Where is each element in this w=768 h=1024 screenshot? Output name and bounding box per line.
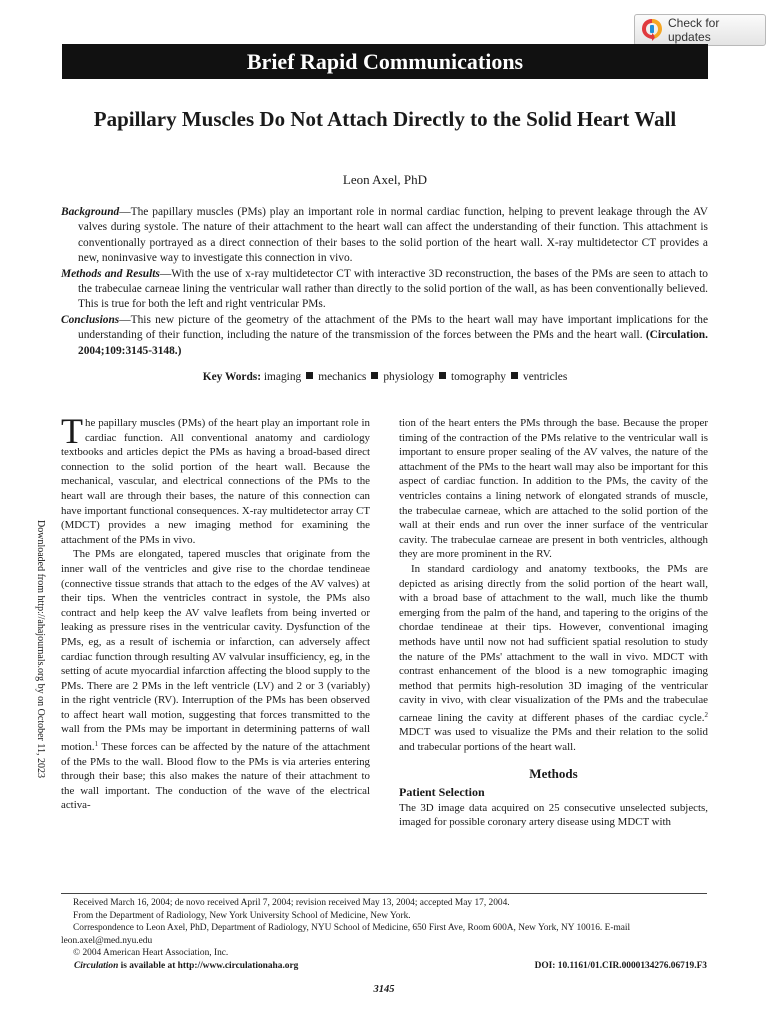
section-banner: Brief Rapid Communications (62, 44, 708, 79)
reference-marker[interactable]: 1 (94, 740, 99, 749)
abstract (61, 205, 708, 359)
download-note (37, 520, 47, 800)
body-paragraph (61, 411, 370, 547)
conclusions-label: Conclusions (61, 314, 120, 327)
keyword: imaging (263, 371, 302, 383)
correspondence: Correspondence to Leon Axel, PhD, Department of Radiology, NYU School of Medicine, 650 First Ave, Room 600A, New York, NY 10016. E-mail leon.axel@med.nyu.edu (61, 923, 631, 946)
keyword: physiology (383, 371, 434, 383)
methods-label: Methods and Results (61, 267, 160, 280)
methods-text: —With the use of x-ray multidetector CT with interactive 3D reconstruction, the bases of the PMs are seen to attach to the trabeculae carneae lining the ventricular wall rather than directly to the solid portion of the wall, as has been conventionally believed. This is true for both the left and right ventricular PMs. (78, 267, 708, 311)
paragraph-text: The PMs are elongated, tapered muscles that originate from the inner wall of the ventricles and give rise to the chordae tendineae (connective tissue strands that attach to the edges of the AV valves) at their tips. When the ventricles contract in systole, the PMs also contract and help keep the AV valve leaflets from being inverted or leaking as pressure rises in the ventricular cavity. Dysfunction of the PMs, eg, as a result of ischemia or infarction, can adversely affect cardiac function through resulting AV valvular insufficiency, eg, in the setting of acute myocardial infarction affecting the blood supply to the PMs. There are 2 PMs in the left ventricle (LV) and 2 or 3 (variably) in the right ventricle (RV). Interruption of the PMs has been observed to affect heart wall motion, suggesting that forces transmitted to the wall from the PMs may be important in determining patterns of wall motion. (61, 548, 370, 754)
keywords-label: Key Words: (202, 371, 262, 383)
body-paragraph: The 3D image data acquired on 25 consecutive unselected subjects, imaged for possible coronary artery disease using MDCT with (399, 801, 708, 829)
background-label: Background (61, 206, 120, 218)
doi[interactable]: DOI: 10.1161/01.CIR.0000134276.06719.F3 (534, 961, 707, 971)
body-column-right (399, 416, 708, 830)
abstract-conclusions (61, 313, 708, 359)
check-for-updates-button[interactable] (634, 14, 766, 46)
availability-text[interactable]: is available at http://www.circulationaha.org (118, 961, 299, 971)
body-paragraph (399, 562, 708, 755)
download-note-text: Downloaded from http://ahajournals.org by on October 11, 2023 (35, 520, 46, 779)
keyword-separator (371, 372, 378, 379)
drop-cap: T (61, 411, 83, 451)
abstract-methods (61, 267, 708, 313)
journal-name: Circulation (74, 961, 119, 971)
reference-marker[interactable]: 2 (704, 710, 708, 719)
availability-line (74, 961, 298, 971)
abstract-background (61, 205, 708, 266)
page-number: 3145 (373, 984, 395, 995)
affiliation: From the Department of Radiology, New York University School of Medicine, New York. (73, 910, 411, 921)
footnotes (61, 897, 707, 960)
check-for-updates-label: Check for updates (668, 16, 720, 44)
paragraph-text: MDCT was used to visualize the PMs and their relation to the solid and trabecular portions of the heart wall. (399, 726, 708, 754)
received-dates: Received March 16, 2004; de novo received April 7, 2004; revision received May 13, 2004; accepted May 17, 2004. (73, 898, 510, 908)
citation: (Circulation. 2004;109:3145-3148.) (78, 329, 708, 357)
body-column-left (61, 411, 370, 813)
keyword: ventricles (523, 371, 568, 383)
methods-heading: Methods (529, 765, 578, 781)
footnote-divider (61, 893, 707, 894)
copyright: © 2004 American Heart Association, Inc. (73, 948, 229, 959)
keyword: mechanics (318, 371, 367, 383)
paragraph-text: These forces can be affected by the nature of the attachment of the PMs to the wall. Blood flow to the PMs is via arteries entering through their base; this also makes the nature of their attachment to the wall important. The conduction of the wave of the electrical activa- (61, 741, 370, 812)
keyword: tomography (450, 371, 506, 383)
keyword-separator (439, 372, 446, 379)
patient-selection-heading: Patient Selection (399, 785, 485, 800)
conclusions-text: —This new picture of the geometry of the attachment of the PMs to the heart wall may have important implications for the understanding of their function, including the nature of the transmission of the forces between the PMs and the heart wall. (78, 314, 708, 342)
background-text: —The papillary muscles (PMs) play an important role in normal cardiac function, helping to prevent leakage through the AV valves during systole. The nature of their attachment to the heart wall can affect the understanding of their function. This attachment is conventionally portrayed as a direct connection of their bases to the solid portion of the heart wall. X-ray multidetector CT provides a new, noninvasive way to investigate this connection in vivo. (78, 206, 708, 264)
body-paragraph: tion of the heart enters the PMs through the base. Because the proper timing of the contraction of the PMs relative to the ventricular wall is important to ensure proper sealing of the AV valves, the nature of the attachment of the PMs to the heart wall may also be important for this aspect of cardiac function. In addition to the PMs, the cavity of the ventricles contains a lining network of elongated strands of muscle, the trabeculae carneae, which are attached to the solid portion of the wall at their ends and run over the inner surface of the ventricular cavity. The trabeculae carneae are present in both ventricles, although they are more prominent in the RV. (399, 417, 708, 561)
crossmark-icon (641, 18, 663, 42)
keyword-separator (306, 372, 313, 379)
keyword-separator (511, 372, 518, 379)
paragraph-text: he papillary muscles (PMs) of the heart play an important role in cardiac function. All conventional anatomy and cardiology textbooks and articles depict the PMs as having a broad-based direct connection to the solid portion of the heart wall. Because the mechanical, vascular, and electrical connections of the PMs to the heart wall are through their bases, the nature of this connection can have important functional consequences. X-ray multidetector array CT (MDCT) provides a new imaging method for examining the attachment of the PMs in vivo. (61, 417, 370, 546)
paragraph-text: In standard cardiology and anatomy textbooks, the PMs are depicted as arising directly from the solid portion of the heart wall, with a broad base of attachment to the wall, much like the thumb emerging from the palm of the hand, and tapering to the origins of the chordae tendineae at their tips. However, conventional imaging methods have until now not had sufficient spatial resolution to study the nature of the PMs' attachment to the wall in vivo. MDCT with contrast enhancement of the blood is a new tomographic imaging method that permits high-resolution 3D imaging of the ventricular cavity in vivo, with clear visualization of the PMs and the trabeculae carneae lining the cavity at different phases of the cardiac cycle. (399, 562, 708, 724)
article-title: Papillary Muscles Do Not Attach Directly to the Solid Heart Wall (93, 107, 677, 131)
body-paragraph (61, 547, 370, 813)
author-line: Leon Axel, PhD (342, 172, 428, 187)
keywords (60, 371, 710, 383)
